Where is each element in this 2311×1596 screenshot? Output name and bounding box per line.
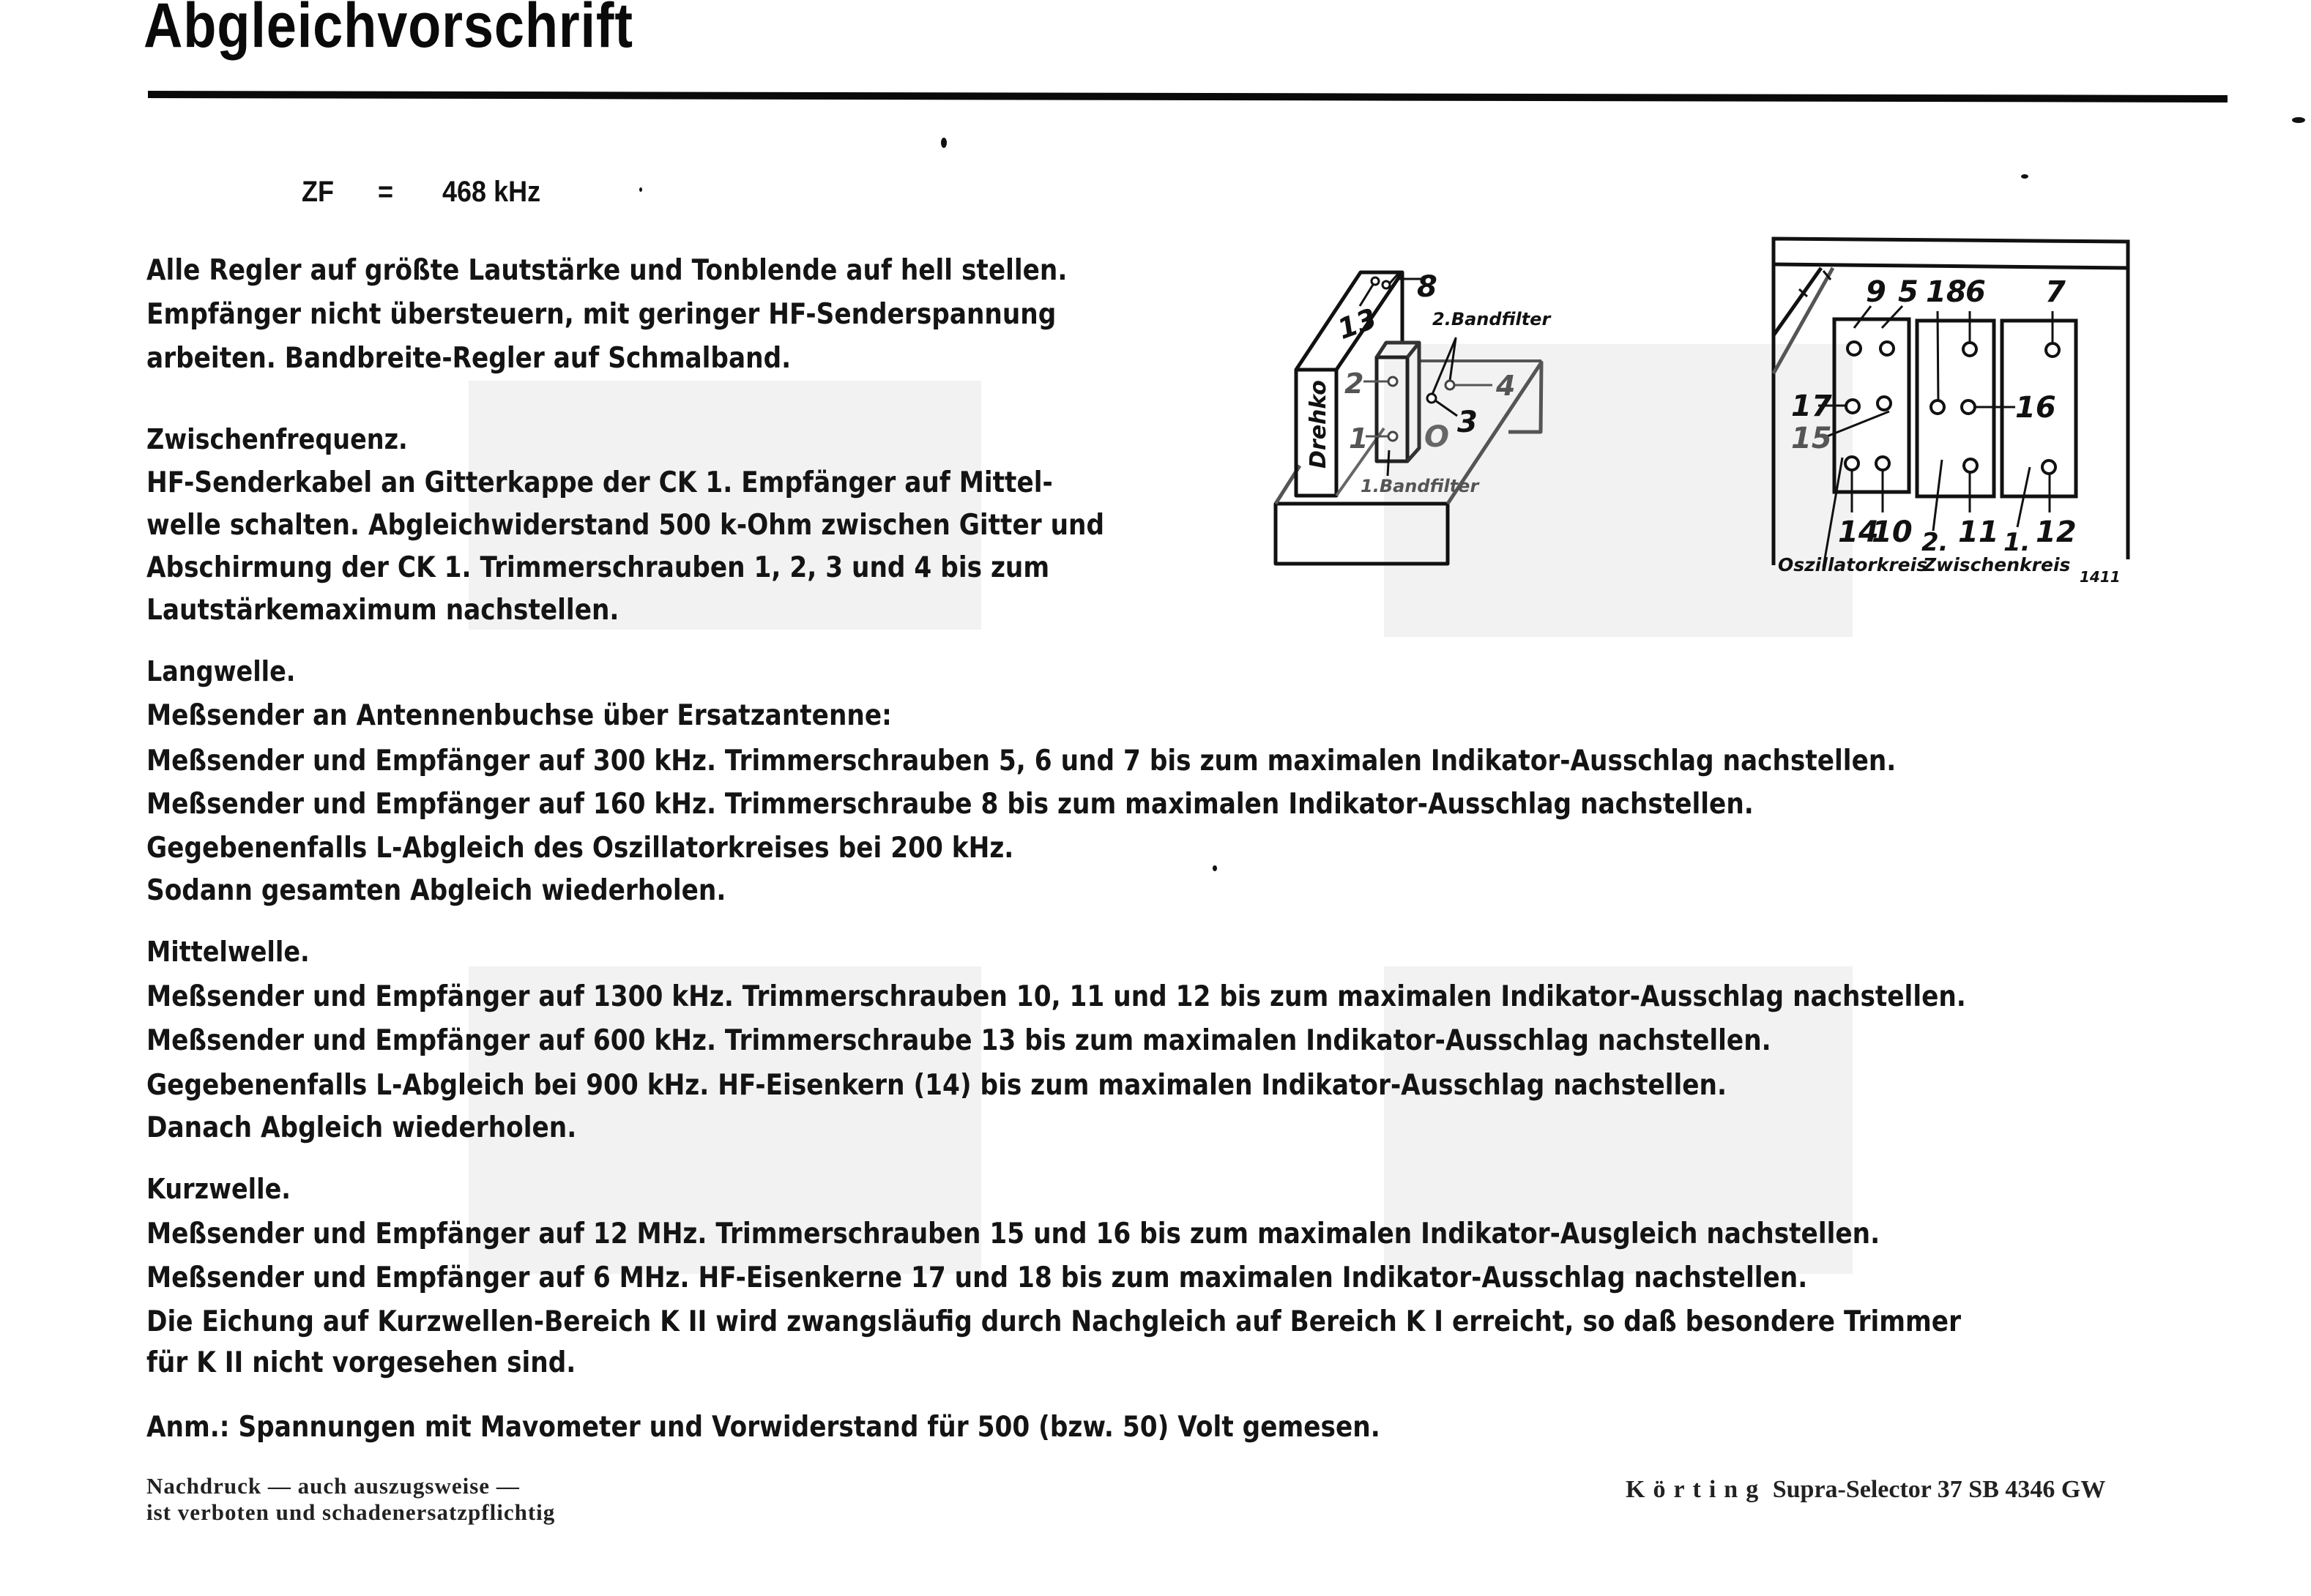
watermark-bib-top [469, 381, 981, 630]
trimmer-2 [1388, 377, 1397, 386]
title-rule [148, 91, 2228, 102]
section-line: Gegebenenfalls L-Abgleich bei 900 kHz. HF-Eisenkern (14) bis zum maximalen Indikator-Ausschlag nachstellen. [146, 1069, 1727, 1102]
label-10: 10 [1872, 515, 1913, 549]
section-line: Meßsender und Empfänger auf 160 kHz. Trimmerschraube 8 bis zum maximalen Indikator-Ausschlag nachstellen. [146, 788, 1754, 821]
label-15: 15 [1791, 422, 1832, 455]
trimmer-16 [1962, 400, 1975, 414]
trimmer-4 [1445, 381, 1454, 389]
section-heading-mittelwelle: Mittelwelle. [146, 936, 310, 968]
footer-model [1626, 1476, 2105, 1504]
trimmer-13 [1372, 277, 1379, 285]
trimmer-1 [1388, 432, 1397, 441]
section-line: Meßsender und Empfänger auf 12 MHz. Trimmerschrauben 15 und 16 bis zum maximalen Indikator-Ausgleich nachstellen. [146, 1217, 1880, 1250]
note-text: Spannungen mit Mavometer und Vorwiderstand für 500 (bzw. 50) Volt gemesen. [238, 1411, 1380, 1444]
label-14: 14 [1838, 515, 1879, 549]
scan-speck [2292, 117, 2305, 123]
figure-number: 1411 [2080, 568, 2121, 586]
caption-oszillatorkreis: Oszillatorkreis [1778, 554, 1928, 575]
drehko-label: Drehko [1306, 380, 1331, 469]
label-1st: 1. [2003, 528, 2031, 557]
label-11: 11 [1958, 515, 1999, 549]
footer-model-name: Supra-Selector 37 SB 4346 GW [1772, 1476, 2106, 1503]
label-5: 5 [1898, 275, 1919, 309]
frame-band [1774, 264, 2128, 268]
label-2: 2 [1344, 368, 1364, 400]
leader-1bf [1388, 450, 1389, 476]
footer-brand: Körting [1626, 1476, 1767, 1503]
label-1-bandfilter: 1.Bandfilter [1361, 476, 1479, 496]
scan-speck [639, 187, 642, 192]
section-line: Meßsender und Empfänger auf 1300 kHz. Trimmerschrauben 10, 11 und 12 bis zum maximalen Indikator-Ausschlag nachstellen. [146, 980, 1966, 1013]
zf-equals: = [378, 176, 394, 208]
label-16: 16 [2015, 391, 2056, 425]
trimmer-15 [1878, 397, 1891, 410]
page-title: Abgleichvorschrift [144, 0, 633, 61]
label-2nd: 2. [1921, 528, 1949, 557]
footer-copyright [146, 1473, 555, 1526]
zf-label: ZF [302, 176, 334, 208]
section-line: für K II nicht vorgesehen sind. [146, 1346, 576, 1379]
trimmer-17 [1846, 400, 1859, 413]
coil-box-zwischen-2 [1917, 321, 1994, 496]
zf-value: 468 kHz [442, 176, 541, 208]
section-heading-kurzwelle: Kurzwelle. [146, 1173, 291, 1205]
scan-speck [2021, 174, 2028, 179]
section-line: Meßsender und Empfänger auf 300 kHz. Trimmerschrauben 5, 6 und 7 bis zum maximalen Indikator-Ausschlag nachstellen. [146, 745, 1897, 778]
trimmer-14 [1845, 457, 1858, 470]
section-line: Meßsender an Antennenbuchse über Ersatzantenne: [146, 699, 892, 732]
trimmer-9 [1847, 342, 1861, 355]
trimmer-6 [1963, 343, 1976, 356]
caption-zwischenkreis: Zwischenkreis [1923, 554, 2071, 575]
scan-speck [1213, 865, 1217, 871]
trimmer-10 [1876, 457, 1889, 470]
footer-copyright-line: ist verboten und schadenersatzpflichtig [146, 1499, 556, 1525]
label-9: 9 [1866, 275, 1886, 309]
scan-speck [941, 138, 947, 148]
trimmer-12 [2042, 460, 2055, 474]
chassis-base-front [1276, 504, 1448, 564]
label-7: 7 [2045, 275, 2066, 309]
trimmer-5 [1880, 342, 1894, 355]
section-line: Abschirmung der CK 1. Trimmerschrauben 1, 2, 3 und 4 bis zum [146, 551, 1050, 584]
section-heading-zwischenfrequenz: Zwischenfrequenz. [146, 423, 408, 455]
label-17: 17 [1791, 389, 1832, 423]
label-18: 18 [1926, 275, 1967, 309]
bandfilter-top [1377, 343, 1419, 461]
label-12: 12 [2036, 515, 2077, 549]
section-line: welle schalten. Abgleichwiderstand 500 k-Ohm zwischen Gitter und [146, 509, 1105, 542]
label-zero: O [1424, 420, 1450, 454]
intro-line-2: Empfänger nicht übersteuern, mit geringer HF-Senderspannung [146, 298, 1057, 331]
trimmer-11 [1964, 459, 1977, 472]
leader-3 [1435, 400, 1457, 416]
label-6: 6 [1965, 275, 1986, 309]
figure-coil-block [1757, 227, 2211, 593]
trimmer-8 [1382, 281, 1390, 288]
section-line: HF-Senderkabel an Gitterkappe der CK 1. Empfänger auf Mittel- [146, 466, 1053, 499]
label-8: 8 [1417, 270, 1437, 304]
section-line: Danach Abgleich wiederholen. [146, 1111, 577, 1144]
section-line: Meßsender und Empfänger auf 600 kHz. Trimmerschraube 13 bis zum maximalen Indikator-Ausschlag nachstellen. [146, 1024, 1771, 1057]
note [146, 1413, 1380, 1442]
bandfilter-front [1377, 357, 1407, 461]
intro-line-1: Alle Regler auf größte Lautstärke und Tonblende auf hell stellen. [146, 254, 1068, 287]
section-heading-langwelle: Langwelle. [146, 655, 296, 687]
section-line: Lautstärkemaximum nachstellen. [146, 594, 619, 627]
label-13: 13 [1333, 302, 1381, 346]
label-3: 3 [1457, 406, 1478, 439]
label-1: 1 [1349, 422, 1369, 455]
section-line: Sodann gesamten Abgleich wiederholen. [146, 874, 726, 907]
intro-line-3: arbeiten. Bandbreite-Regler auf Schmalband. [146, 342, 792, 375]
trimmer-18 [1931, 400, 1944, 414]
section-line: Die Eichung auf Kurzwellen-Bereich K II wird zwangsläufig durch Nachgleich auf Bereich K I erreicht, so daß besondere Trimmer [146, 1305, 1961, 1338]
footer-copyright-line: Nachdruck — auch auszugsweise — [146, 1473, 520, 1499]
note-label: Anm.: [146, 1411, 230, 1444]
section-line: Gegebenenfalls L-Abgleich des Oszillatorkreises bei 200 kHz. [146, 832, 1014, 865]
figure-chassis-sketch [1259, 242, 1757, 600]
trimmer-7 [2046, 343, 2059, 357]
label-2-bandfilter: 2.Bandfilter [1432, 309, 1551, 329]
label-4: 4 [1496, 370, 1516, 402]
section-line: Meßsender und Empfänger auf 6 MHz. HF-Eisenkerne 17 und 18 bis zum maximalen Indikator-Ausschlag nachstellen. [146, 1261, 1808, 1294]
trimmer-3 [1427, 394, 1436, 403]
